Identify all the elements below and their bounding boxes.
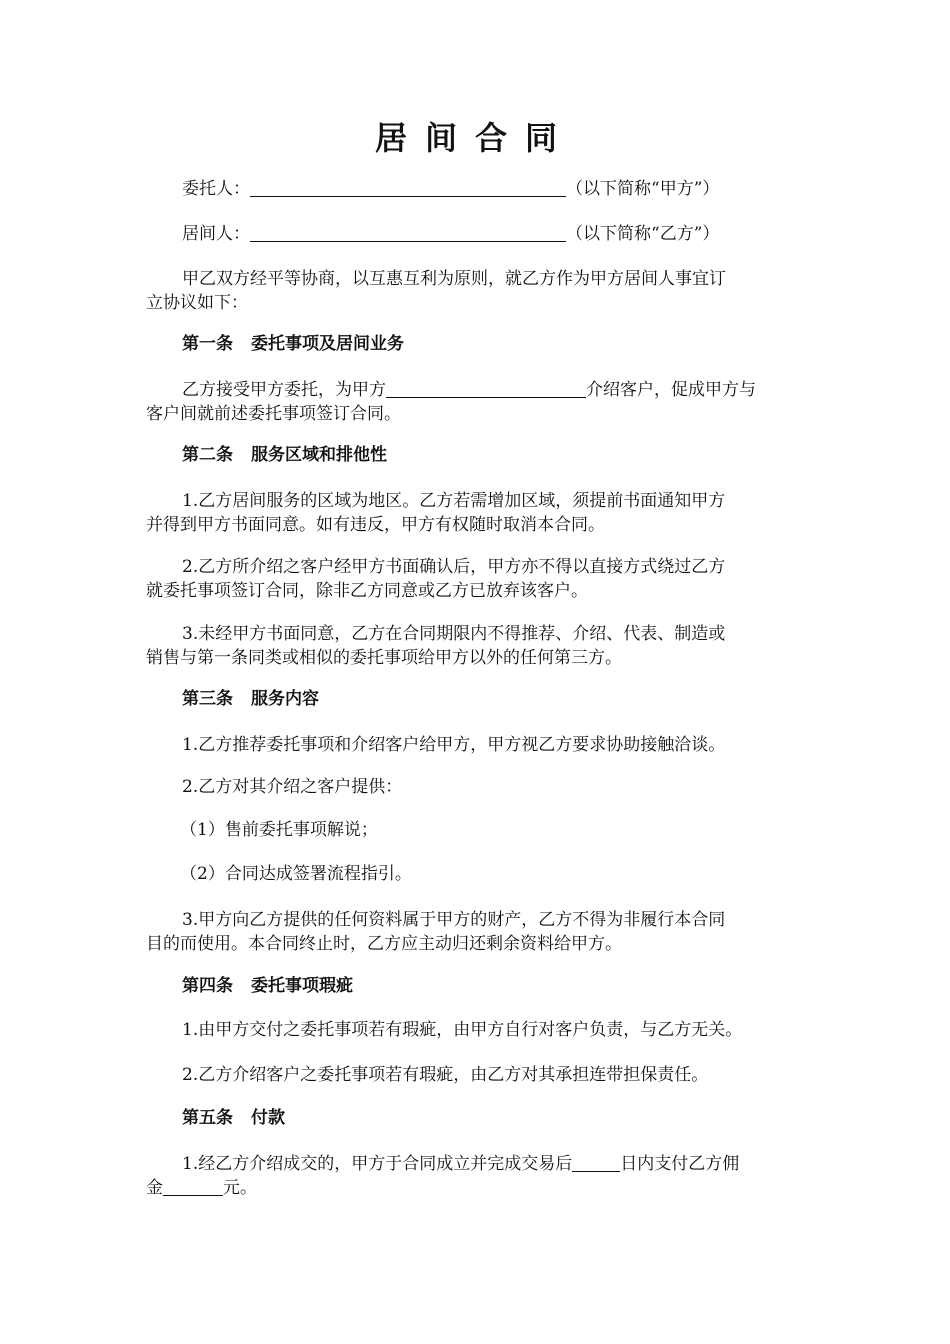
party-b-blank[interactable] <box>250 221 566 242</box>
party-a-blank[interactable] <box>250 176 566 197</box>
article-5-number: 第五条 <box>182 1108 233 1128</box>
article-2-item-3-line-2: 销售与第一条同类或相似的委托事项给甲方以外的任何第三方。 <box>146 648 622 668</box>
party-a-label: 委托人： <box>182 179 250 199</box>
article-1-paragraph-line-2: 客户间就前述委托事项签订合同。 <box>146 404 401 424</box>
article-1-text-before: 乙方接受甲方委托，为甲方 <box>182 380 386 400</box>
article-2-item-3-line-1: 3.未经甲方书面同意，乙方在合同期限内不得推荐、介绍、代表、制造或 <box>182 624 726 644</box>
article-4-item-2: 2.乙方介绍客户之委托事项若有瑕疵，由乙方对其承担连带担保责任。 <box>182 1065 709 1085</box>
article-4-heading <box>146 972 846 1000</box>
party-a-line <box>146 175 846 203</box>
article-1-number: 第一条 <box>182 334 233 354</box>
party-b-suffix: （以下简称“乙方”） <box>566 224 720 244</box>
commission-amount-blank[interactable] <box>163 1175 223 1196</box>
article-2-item-2-line-2: 就委托事项签订合同，除非乙方同意或乙方已放弃该客户。 <box>146 581 588 601</box>
article-5-text-after: 日内支付乙方佣 <box>620 1154 740 1174</box>
party-a-suffix: （以下简称“甲方”） <box>566 179 720 199</box>
article-3-item-3-line-2: 目的而使用。本合同终止时，乙方应主动归还剩余资料给甲方。 <box>146 934 622 954</box>
article-3-title: 服务内容 <box>251 689 319 709</box>
article-1-title: 委托事项及居间业务 <box>251 334 404 354</box>
payment-days-blank[interactable] <box>572 1151 620 1172</box>
article-5-item-1-line-2 <box>146 1174 810 1202</box>
article-2-item-1-line-1: 1.乙方居间服务的区域为地区。乙方若需增加区域，须提前书面通知甲方 <box>182 491 726 511</box>
article-3-sub-item-1: （1）售前委托事项解说； <box>180 820 378 840</box>
article-2-item-1-line-2: 并得到甲方书面同意。如有违反，甲方有权随时取消本合同。 <box>146 515 605 535</box>
article-5-heading <box>146 1104 846 1132</box>
document-title: 居间合同 <box>374 119 575 157</box>
article-4-number: 第四条 <box>182 976 233 996</box>
article-4-item-1: 1.由甲方交付之委托事项若有瑕疵，由甲方自行对客户负责，与乙方无关。 <box>182 1020 743 1040</box>
preamble-line-1: 甲乙双方经平等协商，以互惠互利为原则，就乙方作为甲方居间人事宜订 <box>182 269 726 289</box>
article-3-number: 第三条 <box>182 689 233 709</box>
party-b-line <box>146 220 846 248</box>
article-2-heading <box>146 441 846 469</box>
article-3-item-2: 2.乙方对其介绍之客户提供： <box>182 777 403 797</box>
article-2-title: 服务区域和排他性 <box>251 445 387 465</box>
article-5-title: 付款 <box>251 1108 285 1128</box>
commission-matter-blank[interactable] <box>386 377 586 398</box>
article-1-heading <box>146 330 846 358</box>
article-4-title: 委托事项瑕疵 <box>251 976 353 996</box>
article-5-line-2-before: 金 <box>146 1178 163 1198</box>
article-5-text-before: 1.经乙方介绍成交的，甲方于合同成立并完成交易后 <box>182 1154 573 1174</box>
article-5-line-2-after: 元。 <box>223 1178 257 1198</box>
article-3-item-3-line-1: 3.甲方向乙方提供的任何资料属于甲方的财产，乙方不得为非履行本合同 <box>182 910 726 930</box>
article-2-item-2-line-1: 2.乙方所介绍之客户经甲方书面确认后，甲方亦不得以直接方式绕过乙方 <box>182 557 726 577</box>
article-1-text-after: 介绍客户，促成甲方与 <box>586 380 756 400</box>
article-3-sub-item-2: （2）合同达成签署流程指引。 <box>180 864 412 884</box>
party-b-label: 居间人： <box>182 224 250 244</box>
article-3-heading <box>146 685 846 713</box>
article-3-item-1: 1.乙方推荐委托事项和介绍客户给甲方，甲方视乙方要求协助接触洽谈。 <box>182 735 726 755</box>
preamble-line-2: 立协议如下： <box>146 293 248 313</box>
article-2-number: 第二条 <box>182 445 233 465</box>
